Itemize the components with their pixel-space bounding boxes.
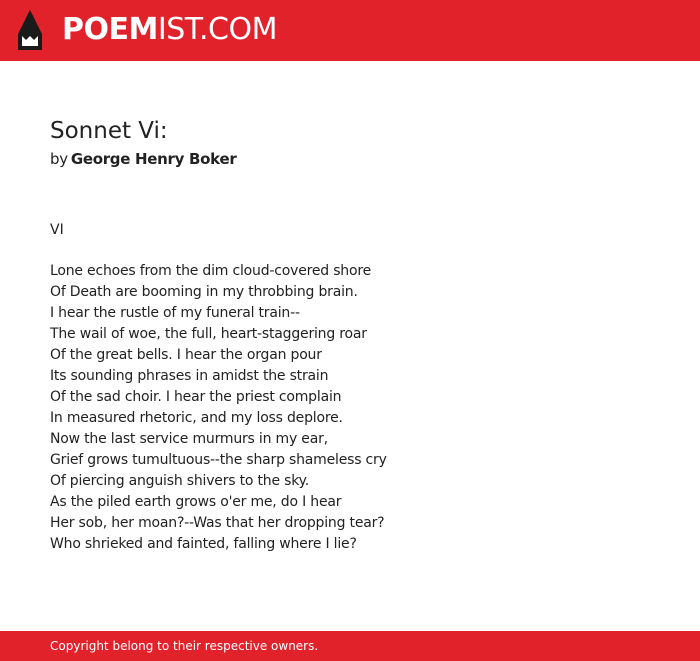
poem-line: Of the sad choir. I hear the priest complain <box>50 389 342 405</box>
author-name: George Henry Boker <box>70 150 237 168</box>
poem-line: Who shrieked and fainted, falling where I lie? <box>50 536 357 552</box>
poem-line: I hear the rustle of my funeral train-- <box>50 305 300 321</box>
logo-text-bold: POEM <box>62 12 158 47</box>
site-footer <box>0 631 700 661</box>
poem-line: Grief grows tumultuous--the sharp shameless cry <box>50 452 387 468</box>
poem-line: Its sounding phrases in amidst the strain <box>50 368 329 384</box>
copyright-text: Copyright belong to their respective owners. <box>50 639 319 653</box>
poem-line: In measured rhetoric, and my loss deplore. <box>50 410 343 426</box>
poem-line: Of Death are booming in my throbbing brain. <box>50 284 358 300</box>
poem-line: Of the great bells. I hear the organ pour <box>50 347 322 363</box>
stanza-numeral: VI <box>50 222 64 238</box>
poem-line: Lone echoes from the dim cloud-covered shore <box>50 263 371 279</box>
poem-line: Of piercing anguish shivers to the sky. <box>50 473 309 489</box>
pencil-tip-icon[interactable] <box>18 10 42 50</box>
by-label: by <box>50 150 68 168</box>
site-header <box>0 0 700 61</box>
poem-line: Now the last service murmurs in my ear, <box>50 431 328 447</box>
poem-title: Sonnet Vi: <box>50 118 168 144</box>
byline <box>50 149 236 169</box>
poem-line: The wail of woe, the full, heart-staggering roar <box>50 326 367 342</box>
logo-text-light: IST.COM <box>157 12 277 47</box>
poem-line: As the piled earth grows o'er me, do I hear <box>50 494 342 510</box>
site-logo[interactable] <box>62 12 277 48</box>
poem-line: Her sob, her moan?--Was that her dropping tear? <box>50 515 385 531</box>
poem-body <box>50 261 387 555</box>
